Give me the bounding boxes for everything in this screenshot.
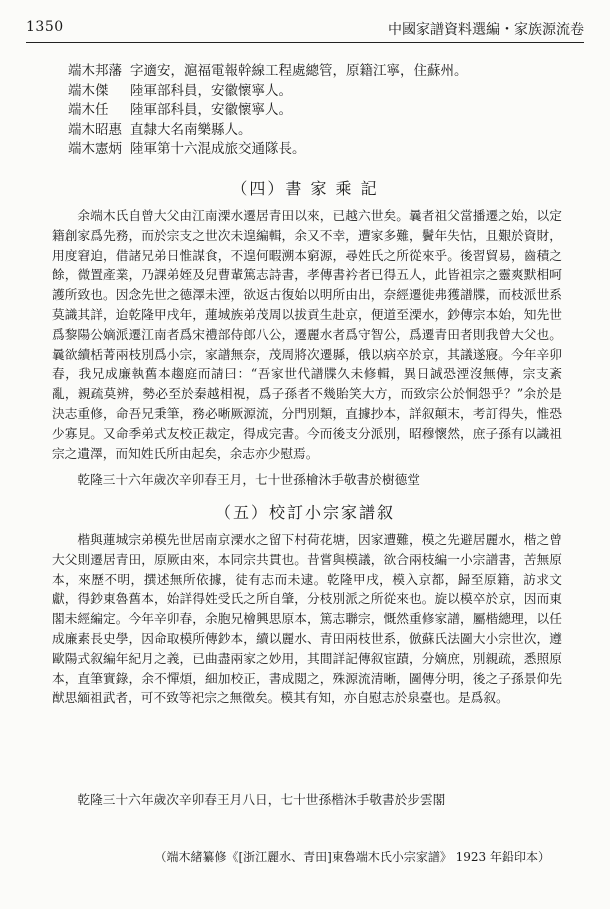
person-name: 端木傑 <box>68 82 109 99</box>
name-entry <box>68 140 468 160</box>
section-5-heading: （五）校訂小宗家譜叙 <box>214 503 395 522</box>
source-note: （端木緒纂修《[浙江麗水、青田]東魯端木氏小宗家譜》 1923 年鉛印本） <box>154 850 550 864</box>
book-title: 中國家譜資料選編・家族源流卷 <box>388 22 584 38</box>
name-list <box>68 62 468 160</box>
person-desc: 字適安，滬福電報幹線工程處總管，原籍江寧，住蘇州。 <box>130 63 468 79</box>
section-4-heading: （四）書 家 乘 記 <box>231 179 379 198</box>
person-desc: 陸軍第十六混成旅交通隊長。 <box>130 141 306 158</box>
person-name: 端木邦藩 <box>68 63 122 79</box>
page-header <box>26 19 584 41</box>
name-entry <box>68 82 468 102</box>
person-name: 端木任 <box>68 102 109 119</box>
section-5-signature: 乾隆三十六年歲次辛卯春王月八日，七十世孫楷沐手敬書於步雲閣 <box>77 792 446 807</box>
header-rule <box>26 42 584 43</box>
person-desc: 陸軍部科員，安徽懷寧人。 <box>130 82 292 99</box>
section-5-body: 楷與蓮城宗弟模先世居南京溧水之留下村荷花塘，因家遭難，模之先避居麗水，楷之曾大父則遷居青田，原厥由來，本同宗共貫也。昔嘗與模議，欲合兩枝編一小宗譜書，苦無原本，來歷不明，撰述無所依據，徒有志而未逮。乾隆甲戌，模入京都，歸至原籍，訪求文獻，得鈔東魯舊本，始詳得姓受氏之所自肇，分枝別派之所從來也。旋以模卒於京，因而東閣未經編定。今年辛卯春，余胞兄檜興思原本，篤志聯宗，慨然重修家譜，屬楷總理，以任成廉素長史學，因命取模所傳鈔本，續以麗水、青田兩枝世系，倣蘇氏法圖大小宗世次，遵歐陽式叙編年紀月之義，已曲盡兩家之妙用，其間詳記傳叙宦蹟，分嫡庶，別親疏，悉照原本，直筆實錄，余不憚煩，細加校正，書成閲之，殊源流清晰，圖傳分明，後之子孫景仰先猷思緬祖武者，可不致等祀宗之無徵矣。模其有知，亦自慰志於泉臺也。是爲叙。 <box>52 532 562 706</box>
name-entry <box>68 62 468 82</box>
person-desc: 陸軍部科員，安徽懷寧人。 <box>130 102 292 119</box>
person-name: 端木憲炳 <box>68 141 122 158</box>
section-4-signature: 乾隆三十六年歲次辛卯春王月，七十世孫檜沐手敬書於樹德堂 <box>77 472 420 487</box>
section-4-body: 余端木氏自曾大父由江南溧水遷居青田以來，已越六世矣。曩者祖父當播遷之始，以定籍創家爲先務，而於宗支之世次未遑編輯，余又不幸，遭家多難，鬢年失怙，且艱於資財，用度窘迫，借諸兄弟日惟謀食，不遑何暇溯本窮源，尋姓氏之所從來乎。後習貿易，齒積之餘，微置產業，乃課弟姪及兒曹輩篤志詩書，孝傳書衿者已得五人，此皆祖宗之靈爽默相呵護所致也。因念先世之德澤未湮，欲返古復始以明所由出，奈經遷徙弗獲譜牒，而枝派世系莫識其詳，迨乾隆甲戌年，蓮城族弟茂周以拔貢生赴京，便道至溧水，鈔傳宗本始，知先世爲黎陽公嫡派遷江南者爲宋禮部侍郎八公，遷麗水者爲守智公，爲遷青田者則我曾大父也。曩欲續栝菁兩枝別爲小宗，家譜無奈，茂周將次遷縣，俄以病卒於京，其議遂寢。今年辛卯春，我兄成廉執舊本趨庭而請曰：“吾家世代譜牒久未修輯，異日誠恐湮沒無傳，宗支紊亂，親疏莫辨，勢必至於秦越相視，爲子孫者不幾貽笑大方，而致宗公於恫怨乎？”余於是決志重修，命吾兄秉筆，務必晰厥源流，分門別類，直據抄本，詳叙顛末，考訂得失，惟恐少寡見。又命季弟式友校正裁定，得成完書。今而後支分派別，昭穆懷然，庶子孫有以識祖宗之遺澤，而知姓氏所由起矣，余志亦少慰焉。 <box>52 208 562 461</box>
name-entry <box>68 121 468 141</box>
name-entry <box>68 101 468 121</box>
person-desc: 直隸大名南樂縣人。 <box>130 121 252 138</box>
person-name: 端木昭惠 <box>68 121 122 138</box>
page-number: 1350 <box>26 19 64 35</box>
